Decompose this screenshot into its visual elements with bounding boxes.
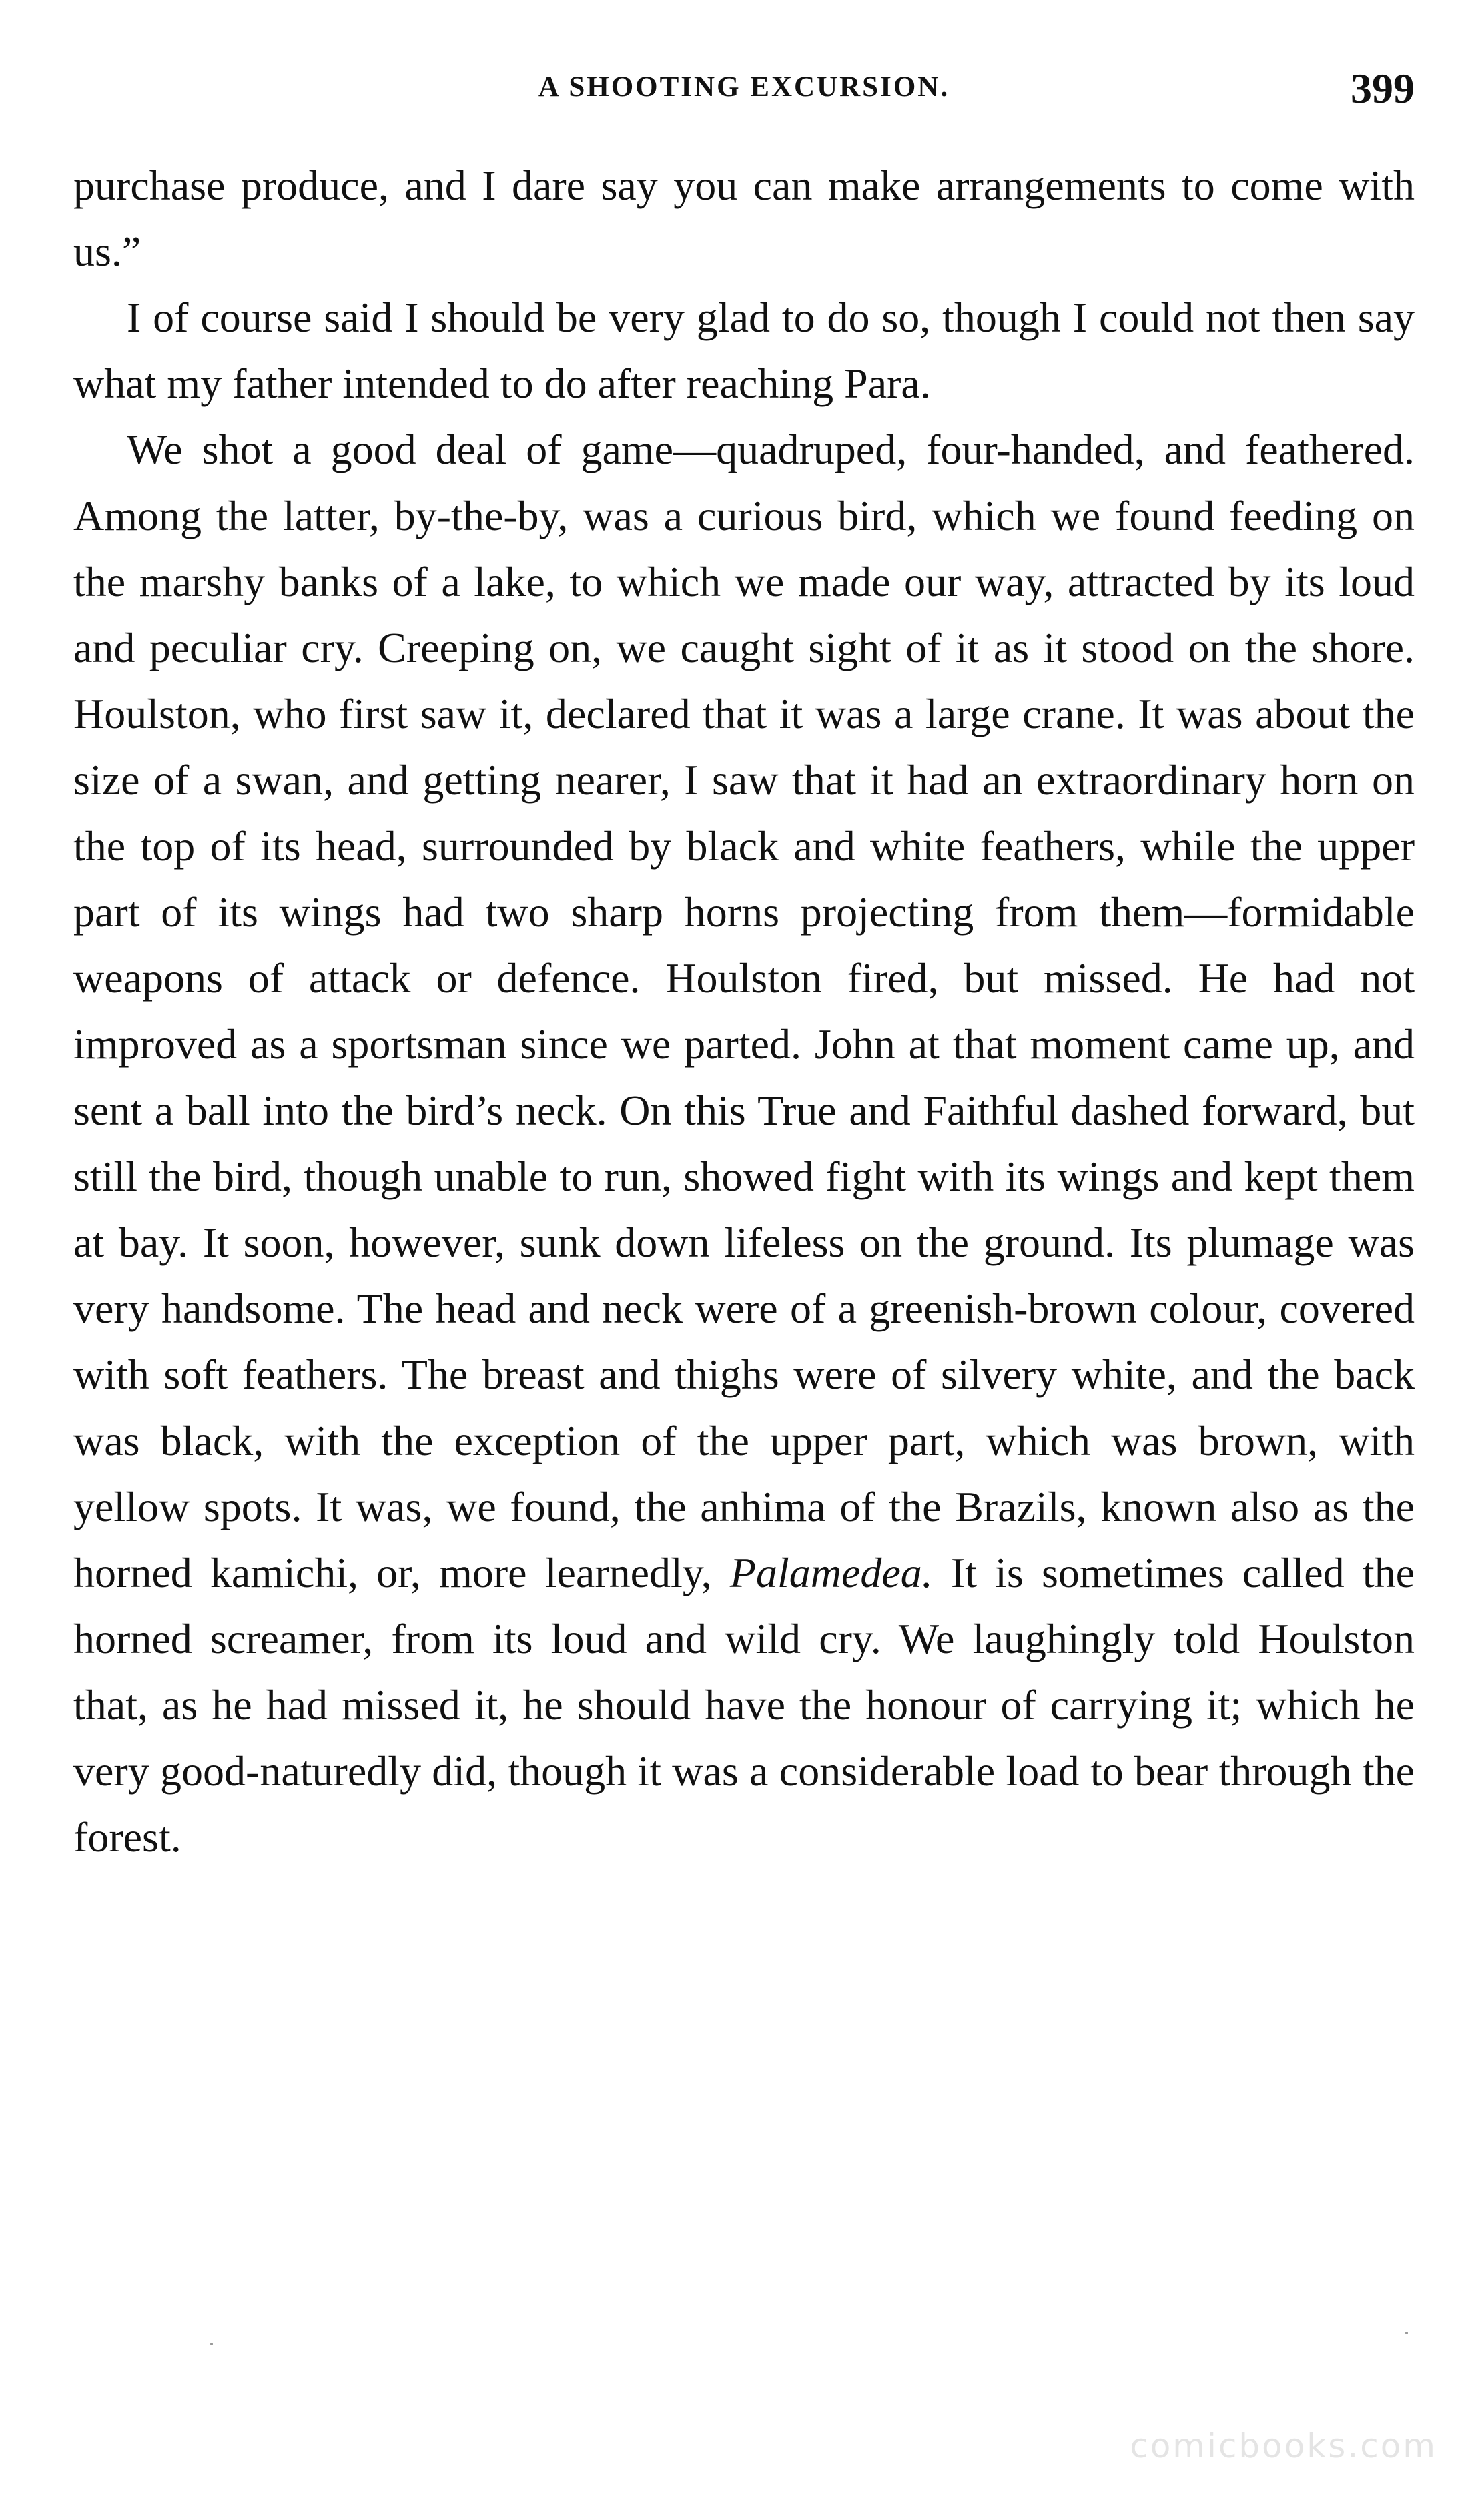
running-head [73,64,1415,124]
print-speck [1405,2332,1408,2334]
running-title: A SHOOTING EXCURSION. [538,71,950,103]
paragraph-text: It is sometimes called the horned screamer, from its loud and wild cry. We laughingly told Houlston that, as he had missed it, he should have the honour of carrying it; which he very good-naturedly did, though it was a considerable load to bear through the forest. [73,1549,1415,1861]
paragraph-continuation: purchase produce, and I dare say you can make arrangements to come with us.” [73,162,1415,275]
page-number: 399 [1351,65,1415,112]
print-speck [210,2343,213,2345]
paragraph [73,416,1415,1870]
paragraph-text: We shot a good deal of game—quadruped, four-handed, and feathered. Among the latter, by-the-by, was a curious bird, which we found feeding on the marshy banks of a lake, to which we made our way, attracted by its loud and peculiar cry. Creeping on, we caught sight of it as it stood on the shore. Houlston, who first saw it, declared that it was a large crane. It was about the size of a swan, and getting nearer, I saw that it had an extraordinary horn on the top of its head, surrounded by black and white feathers, while the upper part of its wings had two sharp horns projecting from them—formidable weapons of attack or defence. Houlston fired, but missed. He had not improved as a sportsman since we parted. John at that moment came up, and sent a ball into the bird’s neck. On this True and Faithful dashed forward, but still the bird, though unable to run, showed fight with its wings and kept them at bay. It soon, however, sunk down lifeless on the ground. Its plumage was very handsome. The head and neck were of a greenish-brown colour, covered with soft feathers. The breast and thighs were of silvery white, and the back was black, with the exception of the upper part, which was brown, with yellow spots. It was, we found, the anhima of the Brazils, known also as the horned kamichi, or, more learnedly, [73,426,1415,1596]
italic-term: Palamedea. [729,1549,933,1596]
watermark: comicbooks.com [1130,2427,1437,2465]
body-text [73,152,1415,1870]
paragraph: I of course said I should be very glad to do so, though I could not then say what my father intended to do after reaching Para. [73,294,1415,407]
